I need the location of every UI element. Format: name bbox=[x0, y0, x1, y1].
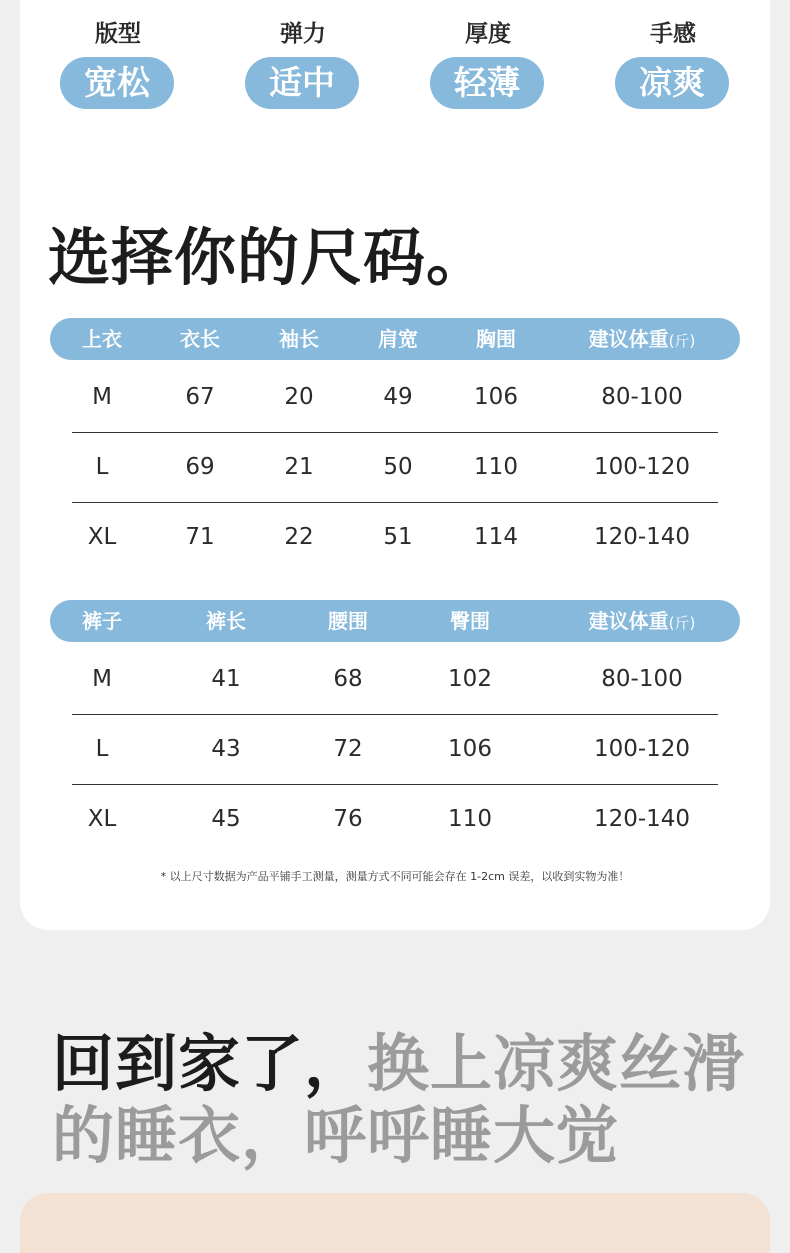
attribute-fit bbox=[60, 18, 176, 109]
table-row bbox=[72, 644, 718, 715]
header-cell: 腰围 bbox=[328, 609, 368, 633]
attribute-feel bbox=[615, 18, 731, 109]
attribute-value-pill: 轻薄 bbox=[430, 57, 544, 109]
header-cell-weight bbox=[589, 600, 696, 644]
slogan bbox=[52, 1028, 772, 1172]
table-cell: 21 bbox=[284, 454, 314, 480]
table-cell: 100-120 bbox=[593, 454, 691, 480]
attribute-value-pill: 凉爽 bbox=[615, 57, 729, 109]
table-cell: 120-140 bbox=[593, 524, 691, 550]
size-cell: L bbox=[95, 736, 109, 762]
size-cell: XL bbox=[87, 524, 117, 550]
table-cell: 71 bbox=[185, 524, 215, 550]
table-cell: 20 bbox=[284, 384, 314, 410]
header-cell: 胸围 bbox=[476, 327, 516, 351]
table-row bbox=[72, 502, 718, 572]
table-cell: 110 bbox=[474, 454, 518, 480]
bottom-table-header bbox=[50, 600, 740, 642]
table-cell: 106 bbox=[448, 736, 492, 762]
attribute-label: 厚度 bbox=[465, 21, 511, 47]
size-cell: M bbox=[92, 384, 112, 410]
table-cell: 80-100 bbox=[601, 384, 683, 410]
table-cell: 120-140 bbox=[593, 806, 691, 832]
size-cell: L bbox=[95, 454, 109, 480]
size-cell: M bbox=[92, 666, 112, 692]
table-row bbox=[72, 714, 718, 785]
slogan-dark: 回到家了， bbox=[52, 1027, 368, 1100]
size-card bbox=[20, 0, 770, 930]
header-cell: 臀围 bbox=[450, 609, 490, 633]
table-cell: 45 bbox=[211, 806, 241, 832]
header-cell: 肩宽 bbox=[378, 327, 418, 351]
table-cell: 72 bbox=[333, 736, 363, 762]
table-cell: 41 bbox=[211, 666, 241, 692]
table-cell: 114 bbox=[474, 524, 518, 550]
table-row bbox=[72, 362, 718, 433]
next-section-card bbox=[20, 1193, 770, 1253]
table-cell: 68 bbox=[333, 666, 363, 692]
attribute-label: 弹力 bbox=[280, 21, 326, 47]
table-cell: 49 bbox=[383, 384, 413, 410]
top-table-header bbox=[50, 318, 740, 360]
attribute-value-pill: 适中 bbox=[245, 57, 359, 109]
table-cell: 106 bbox=[474, 384, 518, 410]
slogan-light: 换上凉爽丝滑的睡衣，呼呼睡大觉 bbox=[52, 1027, 746, 1172]
header-cell-weight bbox=[589, 318, 696, 362]
measurement-note: * 以上尺寸数据为产品平铺手工测量，测量方式不同可能会存在 1-2cm 误差，以收到实物为准！ bbox=[160, 870, 630, 883]
table-cell: 22 bbox=[284, 524, 314, 550]
fabric-attributes bbox=[20, 18, 770, 118]
attribute-thickness bbox=[430, 18, 546, 109]
header-cell: 袖长 bbox=[279, 327, 319, 351]
table-cell: 51 bbox=[383, 524, 413, 550]
table-cell: 50 bbox=[383, 454, 413, 480]
attribute-label: 版型 bbox=[95, 21, 141, 47]
size-cell: XL bbox=[87, 806, 117, 832]
table-cell: 76 bbox=[333, 806, 363, 832]
table-cell: 102 bbox=[448, 666, 492, 692]
table-row bbox=[72, 432, 718, 503]
table-cell: 67 bbox=[185, 384, 215, 410]
header-cell: 裤长 bbox=[206, 609, 246, 633]
attribute-elasticity bbox=[245, 18, 361, 109]
table-cell: 69 bbox=[185, 454, 215, 480]
header-cell: 上衣 bbox=[82, 327, 122, 351]
header-cell: 衣长 bbox=[180, 327, 220, 351]
header-cell: 建议体重 bbox=[588, 327, 669, 351]
table-row bbox=[72, 784, 718, 854]
table-cell: 80-100 bbox=[601, 666, 683, 692]
attribute-value-pill: 宽松 bbox=[60, 57, 174, 109]
weight-unit: (斤) bbox=[668, 614, 696, 632]
weight-unit: (斤) bbox=[668, 332, 696, 350]
header-cell: 裤子 bbox=[82, 609, 122, 633]
table-cell: 43 bbox=[211, 736, 241, 762]
table-cell: 110 bbox=[448, 806, 492, 832]
page-title: 选择你的尺码。 bbox=[48, 221, 490, 294]
attribute-label: 手感 bbox=[650, 21, 696, 47]
header-cell: 建议体重 bbox=[588, 609, 669, 633]
table-cell: 100-120 bbox=[593, 736, 691, 762]
